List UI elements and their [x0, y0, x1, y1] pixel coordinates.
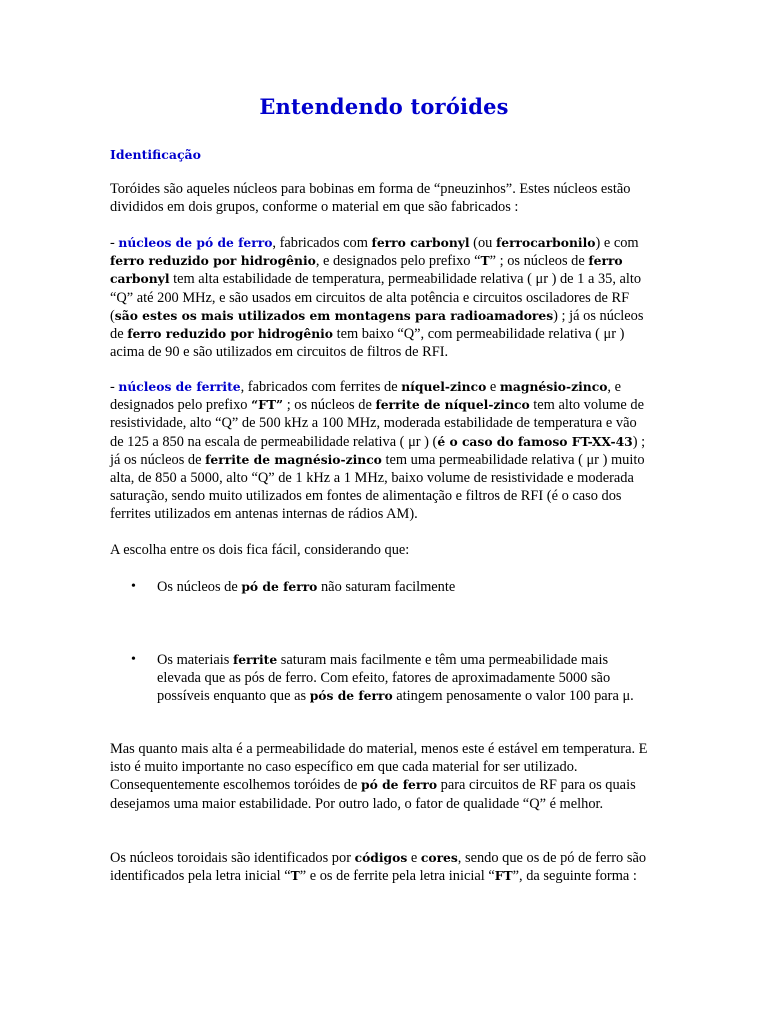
text: Mas quanto mais alta é a permeabilidade do material, menos este é estável em temperatura. E isto é muito importante no caso específico em que cada material for ser utilizado. Consequentemente escolhemos toróides de	[110, 741, 648, 794]
keyword: níquel-zinco	[401, 379, 487, 394]
text: ” ; os núcleos de	[489, 253, 589, 270]
text: , sendo que os de pó de ferro são identificados pela letra inicial “	[110, 850, 647, 885]
bullet-icon: •	[131, 579, 136, 594]
text: ”, da seguinte forma :	[512, 868, 637, 885]
keyword: pó de ferro	[360, 777, 438, 793]
text: (ou	[469, 235, 496, 251]
keyword: núcleos de ferrite	[118, 379, 241, 394]
keyword: códigos	[354, 850, 408, 865]
text: , e designados pelo prefixo “	[315, 253, 481, 270]
keyword: são estes os mais utilizados em montagens para radioamadores	[114, 307, 554, 323]
paragraph-permeabilidade	[110, 740, 652, 813]
text: tem alto volume de resistividade, alto “Q” de 500 kHz a 100 MHz, moderada estabilidade de temperatura e vão de 125 a 850 na escala de permeabilidade relativa ( μr ) (	[110, 397, 644, 450]
keyword: ferrocarbonilo	[495, 235, 596, 250]
keyword: ferrite	[232, 652, 278, 667]
text: ) ; já os núcleos de	[110, 307, 644, 343]
keyword: ferrite de magnésio-zinco	[205, 451, 382, 467]
keyword: ferro carbonyl	[371, 235, 470, 250]
text: , fabricados com ferrites de	[240, 379, 402, 395]
text: ) e com	[595, 235, 639, 251]
keyword: ferro reduzido por hidrogênio	[127, 326, 334, 342]
text: tem baixo “Q”, com permeabilidade relativa ( μr ) acima de 90 e são utilizados em circuitos de filtros de RFI.	[110, 326, 625, 361]
keyword: T	[290, 868, 300, 884]
keyword: T	[480, 253, 490, 269]
paragraph-codigos	[110, 849, 652, 885]
dash: -	[110, 379, 119, 395]
text: e	[407, 850, 421, 866]
text: , fabricados com	[272, 235, 372, 251]
intro-paragraph	[110, 180, 652, 216]
keyword: ferro carbonyl	[110, 253, 623, 287]
keyword: “FT”	[251, 397, 284, 413]
text: ) ; já os núcleos de	[110, 433, 646, 468]
text: atingem penosamente o valor 100 para μ.	[392, 688, 634, 705]
paragraph-po-de-ferro	[110, 234, 652, 361]
keyword: FT	[494, 868, 513, 884]
intro-text: Toróides são aqueles núcleos para bobinas em forma de “pneuzinhos”. Estes núcleos estão divididos em dois grupos, conforme o material em que são fabricados :	[110, 181, 631, 216]
list-item	[110, 651, 652, 706]
section-heading: Identificação	[110, 147, 201, 162]
text: Os materiais	[157, 652, 233, 668]
bullet-list	[110, 651, 652, 706]
text: , e designados pelo prefixo	[110, 379, 621, 414]
text: saturam mais facilmente e têm uma permeabilidade mais elevada que as pós de ferro. Com efeito, fatores de aproximadamente 5000 são possíveis enquanto que as	[157, 652, 611, 705]
list-item	[110, 578, 652, 596]
text: e	[486, 379, 500, 395]
bullet-list	[110, 578, 652, 596]
text: Os núcleos de	[157, 579, 242, 595]
choice-text: A escolha entre os dois fica fácil, considerando que:	[110, 542, 410, 558]
paragraph-ferrite	[110, 378, 652, 524]
bullet-icon: •	[131, 652, 136, 667]
keyword: cores	[420, 850, 458, 865]
text: ” e os de ferrite pela letra inicial “	[299, 868, 495, 885]
choice-paragraph	[110, 541, 652, 559]
keyword: é o caso do famoso FT-XX-43	[437, 433, 633, 449]
text: não saturam facilmente	[317, 579, 456, 595]
text: tem uma permeabilidade relativa ( μr ) muito alta, de 850 a 5000, alto “Q” de 1 kHz a 1 MHz, baixo volume de resistividade e moderada saturação, sendo muito utilizados em fontes de alimentação e filtros de RFI (é o caso dos ferrites utilizados em antenas internas de rádios AM).	[110, 451, 645, 523]
keyword: ferro reduzido por hidrogênio	[110, 253, 316, 269]
text: ; os núcleos de	[283, 397, 376, 414]
text: Os núcleos toroidais são identificados por	[110, 850, 355, 866]
text: tem alta estabilidade de temperatura, permeabilidade relativa ( μr ) de 1 a 35, alto “Q” até 200 MHz, e são usados em circuitos de alta potência e circuitos osciladores de RF (	[110, 271, 642, 324]
page-title: Entendendo toróides	[259, 94, 509, 119]
keyword: ferrite de níquel-zinco	[375, 397, 530, 413]
keyword: núcleos de pó de ferro	[118, 235, 273, 250]
keyword: magnésio-zinco	[499, 379, 608, 394]
keyword: pó de ferro	[241, 579, 318, 594]
keyword: pós de ferro	[309, 688, 393, 704]
dash: -	[110, 235, 119, 251]
text: para circuitos de RF para os quais desejamos uma maior estabilidade. Por outro lado, o fator de qualidade “Q” é melhor.	[110, 777, 636, 812]
